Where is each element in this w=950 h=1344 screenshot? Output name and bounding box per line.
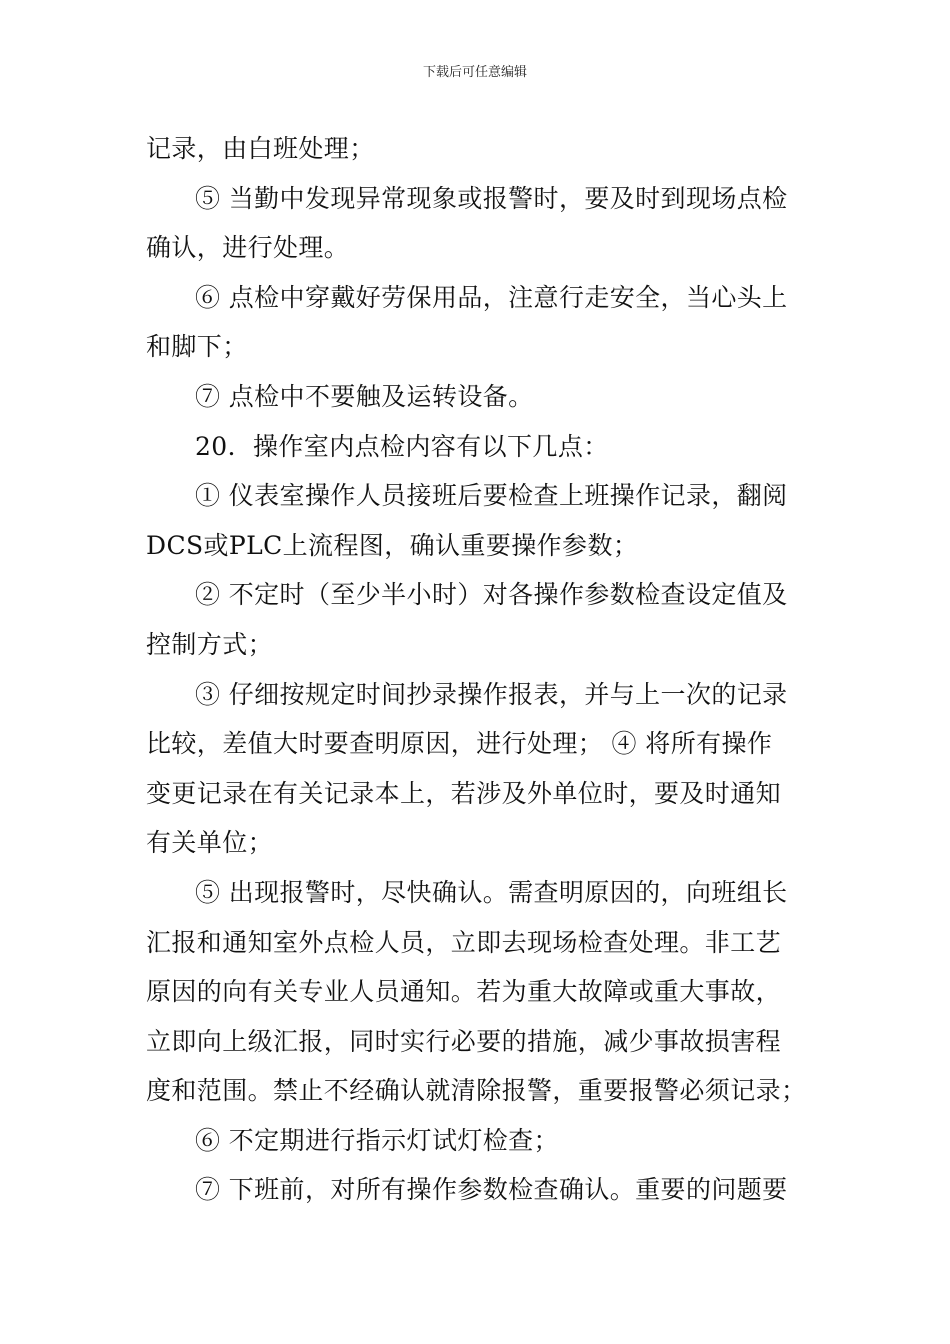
section-heading: 20．操作室内点检内容有以下几点： [195, 431, 609, 461]
text-line: 度和范围。禁止不经确认就清除报警，重要报警必须记录； [146, 1076, 807, 1106]
text-line: ③ 仔细按规定时间抄录操作报表，并与上一次的记录 [195, 679, 788, 709]
text-line: ⑤ 当勤中发现异常现象或报警时，要及时到现场点检 [195, 183, 788, 213]
text-line: DCS或PLC上流程图，确认重要操作参数； [146, 530, 639, 560]
document-body [146, 124, 810, 1215]
text-line: 汇报和通知室外点检人员，立即去现场检查处理。非工艺 [146, 927, 782, 957]
text-line: ⑥ 不定期进行指示灯试灯检查； [195, 1125, 559, 1155]
text-line: 原因的向有关专业人员通知。若为重大故障或重大事故， [146, 977, 782, 1007]
page-header: 下载后可任意编辑 [422, 65, 527, 80]
text-line: ① 仪表室操作人员接班后要检查上班操作记录，翻阅 [195, 481, 788, 511]
text-line: ② 不定时（至少半小时）对各操作参数检查设定值及 [195, 580, 788, 610]
text-line: 和脚下； [146, 332, 248, 362]
text-line: ⑦ 点检中不要触及运转设备。 [195, 381, 534, 411]
text-line: 控制方式； [146, 629, 274, 659]
text-line: 变更记录在有关记录本上，若涉及外单位时，要及时通知 [146, 778, 782, 808]
text-line: 比较，差值大时要查明原因，进行处理； ④ 将所有操作 [146, 729, 773, 759]
text-line: ⑦ 下班前，对所有操作参数检查确认。重要的问题要 [195, 1175, 788, 1205]
text-line: 确认，进行处理。 [146, 233, 350, 263]
text-line: 立即向上级汇报，同时实行必要的措施，减少事故损害程 [146, 1026, 782, 1056]
text-line: 记录，由白班处理； [146, 134, 375, 163]
text-line: ⑥ 点检中穿戴好劳保用品，注意行走安全，当心头上 [195, 282, 788, 312]
text-line: ⑤ 出现报警时，尽快确认。需查明原因的，向班组长 [195, 877, 788, 907]
text-line: 有关单位； [146, 828, 274, 858]
